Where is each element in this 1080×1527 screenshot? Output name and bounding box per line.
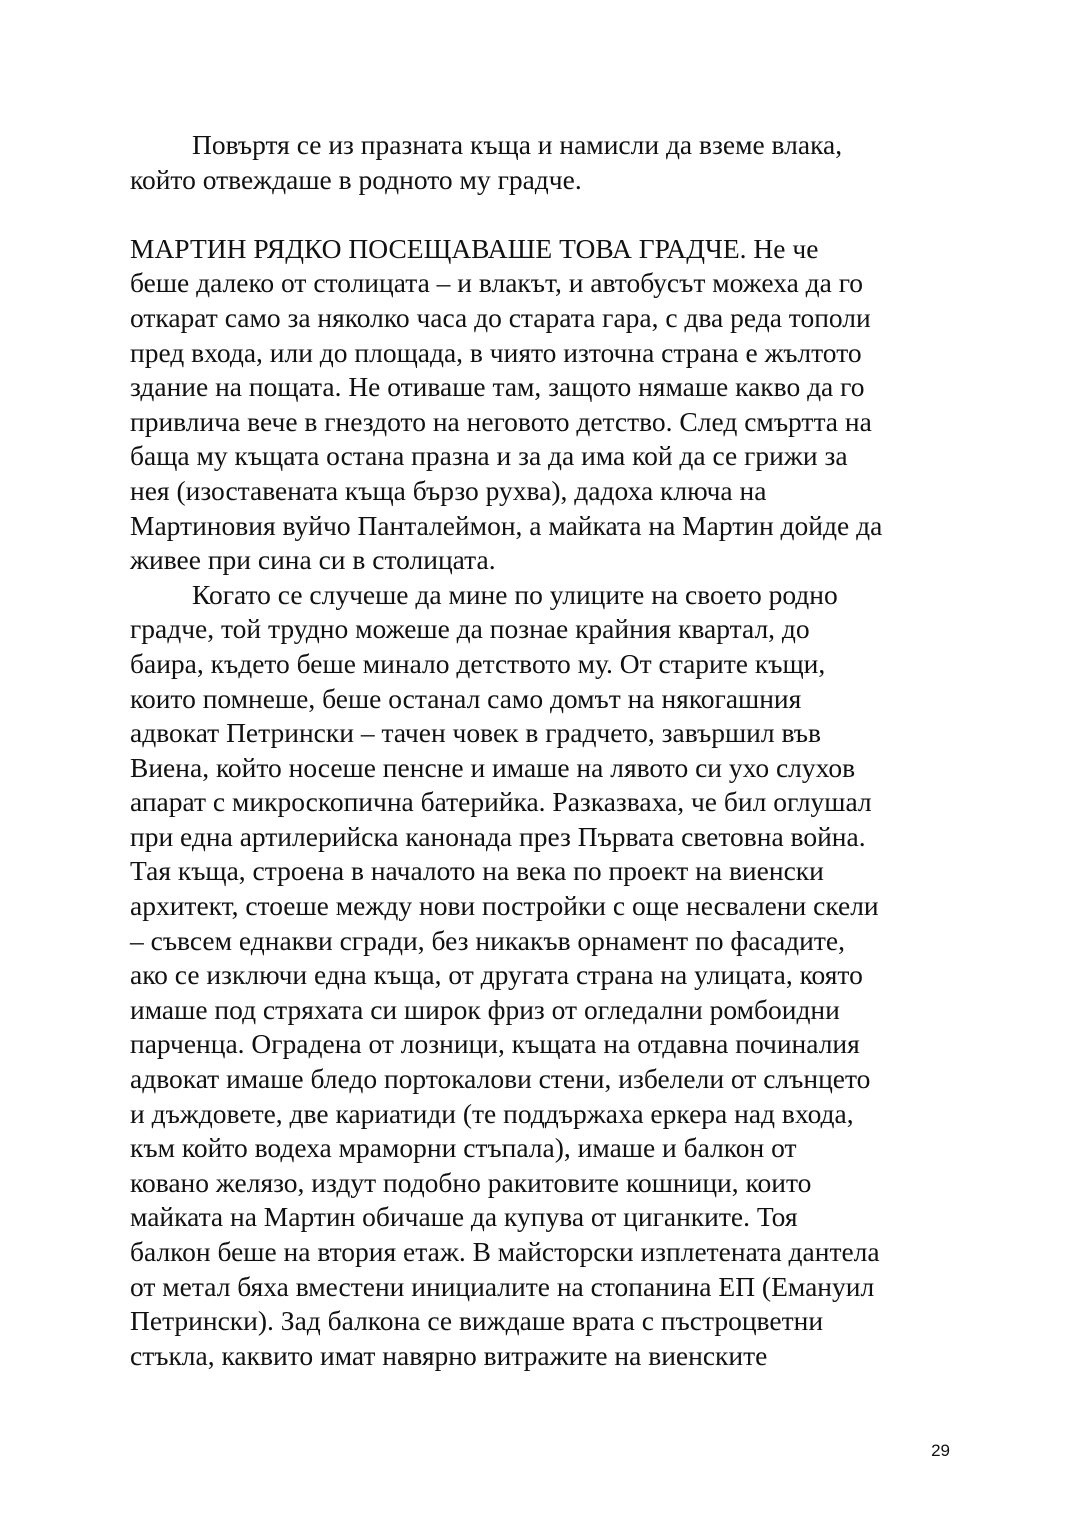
body-text bbox=[130, 128, 956, 1373]
text-line: майката на Мартин обичаше да купува от циганките. Тоя bbox=[130, 1201, 798, 1233]
text-line: имаше под стряхата си широк фриз от огледални ромбоидни bbox=[130, 993, 840, 1025]
page-number: 29 bbox=[931, 1441, 950, 1460]
text-line: беше далеко от столицата – и влакът, и автобусът можеха да го bbox=[130, 267, 864, 299]
text-line: Когато се случеше да мине по улиците на своето родно bbox=[192, 578, 838, 610]
text-line: Виена, който носеше пенсне и имаше на лявото си ухо слухов bbox=[130, 751, 856, 783]
text-line: градче, той трудно можеше да познае крайния квартал, до bbox=[130, 613, 810, 645]
text-line: – съвсем еднакви сгради, без никакъв орнамент по фасадите, bbox=[130, 924, 845, 956]
text-line: апарат с микроскопична батерийка. Разказваха, че бил оглушал bbox=[130, 786, 872, 818]
text-line: баира, където беше минало детството му. От старите къщи, bbox=[130, 647, 826, 679]
text-line: нея (изоставената къща бързо рухва), дадоха ключа на bbox=[130, 474, 767, 506]
text-line: Повъртя се из празната къща и намисли да вземе влака, bbox=[192, 129, 843, 160]
text-line: адвокат имаше бледо портокалови стени, избелели от слънцето bbox=[130, 1063, 871, 1095]
text-line: при една артилерийска канонада през Първата световна война. bbox=[130, 820, 866, 852]
text-line: Петрински). Зад балкона се виждаше врата с пъстроцветни bbox=[130, 1305, 824, 1337]
text-line: ковано желязо, издут подобно ракитовите кошници, които bbox=[130, 1166, 812, 1198]
text-line: здание на пощата. Не отиваше там, защото нямаше какво да го bbox=[130, 371, 865, 403]
text-line: пред входа, или до площада, в чиято източна страна е жълтото bbox=[130, 336, 862, 368]
text-line: и дъждовете, две кариатиди (те поддържаха еркера над входа, bbox=[130, 1097, 854, 1129]
paragraph-3 bbox=[130, 578, 956, 1374]
text-line: адвокат Петрински – тачен човек в градчето, завършил във bbox=[130, 717, 822, 749]
text-line: привлича вече в гнездото на неговото детство. След смъртта на bbox=[130, 405, 872, 437]
text-line: които помнеше, беше останал само домът на някогашния bbox=[130, 682, 802, 714]
text-line: ако се изключи една къща, от другата страна на улицата, която bbox=[130, 959, 863, 991]
text-line: Мартиновия вуйчо Панталеймон, а майката на Мартин дойде да bbox=[130, 509, 883, 541]
text-line: към който водеха мраморни стъпала), имаше и балкон от bbox=[130, 1132, 797, 1164]
text-line: живее при сина си в столицата. bbox=[130, 544, 496, 576]
paragraph-1 bbox=[130, 128, 956, 197]
text-line: баща му къщата остана празна и за да има кой да се грижи за bbox=[130, 440, 848, 472]
text-line: архитект, стоеше между нови постройки с още несвалени скели bbox=[130, 890, 879, 922]
text-line: стъкла, каквито имат навярно витражите на виенските bbox=[130, 1339, 768, 1371]
text-line: откарат само за няколко часа до старата гара, с два реда тополи bbox=[130, 301, 871, 333]
text-line: от метал бяха вместени инициалите на стопанина ЕП (Емануил bbox=[130, 1270, 875, 1302]
text-line: парченца. Оградена от лозници, къщата на отдавна починалия bbox=[130, 1028, 860, 1060]
text-line: балкон беше на втория етаж. В майсторски изплетената дантела bbox=[130, 1236, 880, 1267]
paragraph-2 bbox=[130, 232, 956, 578]
text-line: Тая къща, строена в началото на века по проект на виенски bbox=[130, 855, 824, 887]
text-line: МАРТИН РЯДКО ПОСЕЩАВАШЕ ТОВА ГРАДЧЕ. Не че bbox=[130, 232, 819, 264]
text-line: който отвеждаше в родното му градче. bbox=[130, 163, 582, 195]
